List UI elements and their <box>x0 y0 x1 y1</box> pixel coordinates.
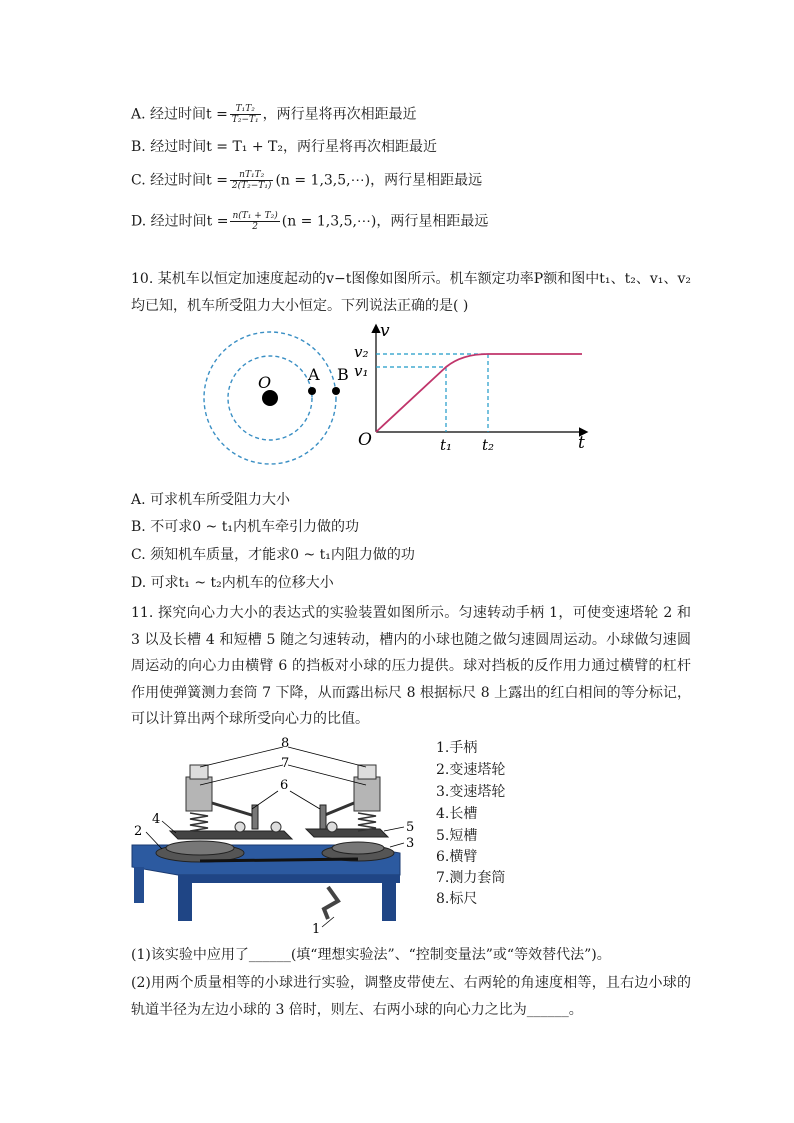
legend-item: 3.变速塔轮 <box>436 784 506 800</box>
label-v: v <box>380 321 390 341</box>
left-pulley-top <box>166 841 234 855</box>
left-sleeve <box>186 777 212 811</box>
fraction <box>230 211 279 232</box>
question-11-stem: 11. 探究向心力大小的表达式的实验装置如图所示。匀速转动手柄 1，可使变速塔轮 2 和 3 以及长槽 4 和短槽 5 随之匀速转动，槽内的小球也随之做匀速圆周运动。小球做匀速圆周运动的向心力由横臂 6 的挡板对小球的压力提供。球对挡板的反作用力通过横臂的杠杆作用使弹簧测力套筒 7 下降，从而露出标尺 8 根据标尺 8 上露出的红白相间的等分标记，可以计算出两个球所受向心力的比值。 <box>131 605 691 727</box>
right-sleeve <box>354 777 380 811</box>
right-baffle <box>320 805 326 829</box>
planet-a <box>308 387 316 395</box>
fraction <box>230 170 274 191</box>
leader-4 <box>162 821 176 833</box>
leader-3 <box>390 843 404 847</box>
leader-7a <box>200 765 283 785</box>
part-number-1: 1 <box>312 922 321 937</box>
option-c-prefix: C. 经过时间t = <box>131 172 228 189</box>
table-leg-back <box>134 867 144 903</box>
right-pulley-top <box>332 842 384 854</box>
option-d-prefix: D. 经过时间t = <box>131 213 229 230</box>
leader-6b <box>290 791 320 809</box>
fraction-denominator: 2(T₂−T₁) <box>231 181 272 191</box>
label-a: A <box>308 365 320 384</box>
table-front <box>178 875 400 883</box>
right-ball <box>327 822 337 832</box>
option-c-q9 <box>131 170 482 191</box>
option-d-q9 <box>131 211 488 232</box>
leader-8b <box>288 747 366 767</box>
right-spring <box>358 813 376 831</box>
label-t1: t₁ <box>440 436 453 454</box>
legend-item: 8.标尺 <box>436 891 478 907</box>
option-a-q10: A. 可求机车所受阻力大小 <box>131 492 291 508</box>
legend-item: 2.变速塔轮 <box>436 762 506 778</box>
legend-item: 7.测力套筒 <box>436 870 506 886</box>
option-a-q9 <box>131 104 417 125</box>
middle-ball <box>271 822 281 832</box>
centripetal-apparatus-figure <box>128 735 428 940</box>
question-11-part-2: (2)用两个质量相等的小球进行实验，调整皮带使左、右两轮的角速度相等，且右边小球的轨道半径为左边小球的 3 倍时，则左、右两小球的向心力之比为______。 <box>131 975 691 1018</box>
fraction-numerator: T₁T₂ <box>230 104 261 115</box>
part-number-2: 2 <box>134 824 143 839</box>
label-t2: t₂ <box>482 436 495 454</box>
orbit-figure <box>200 328 360 468</box>
fraction-denominator: 2 <box>252 222 258 232</box>
label-b: B <box>337 365 349 384</box>
part-number-7: 7 <box>281 756 290 771</box>
left-arm <box>212 803 258 817</box>
vt-graph <box>350 320 595 460</box>
label-v1: v₁ <box>354 362 369 380</box>
table-leg-right <box>382 883 396 921</box>
velocity-curve <box>376 354 582 432</box>
fraction-denominator: T₂−T₁ <box>231 115 259 125</box>
question-11-part-1: (1)该实验中应用了______(填“理想实验法”、“控制变量法”或“等效替代法”)。 <box>131 947 611 963</box>
question-10-stem: 10. 某机车以恒定加速度起动的v−t图像如图所示。机车额定功率P额和图中t₁、t₂、v₁、v₂均已知，机车所受阻力大小恒定。下列说法正确的是( ) <box>131 271 691 314</box>
table-leg-left <box>178 883 192 921</box>
part-number-4: 4 <box>152 812 161 827</box>
crank-handle <box>324 887 338 919</box>
option-d-suffix: (n = 1,3,5,⋯)，两行星相距最远 <box>281 213 489 230</box>
option-b-q9: B. 经过时间t = T₁ + T₂，两行星将再次相距最近 <box>131 139 437 155</box>
leader-7b <box>288 765 366 785</box>
part-number-5: 5 <box>406 820 415 835</box>
fraction-numerator: nT₁T₂ <box>230 170 274 181</box>
fraction-numerator: n(T₁ + T₂) <box>232 211 278 221</box>
legend-item: 4.长槽 <box>436 806 478 822</box>
label-o: O <box>258 373 272 392</box>
belt <box>200 859 358 861</box>
option-d-q10: D. 可求t₁ ~ t₂内机车的位移大小 <box>131 575 334 591</box>
part-number-3: 3 <box>406 836 415 851</box>
legend-item: 6.横臂 <box>436 849 478 865</box>
left-ball <box>235 822 245 832</box>
label-v2: v₂ <box>354 343 369 361</box>
part-number-8: 8 <box>281 736 290 751</box>
label-origin: O <box>358 430 372 450</box>
left-scale <box>190 765 208 779</box>
leader-5 <box>384 827 404 831</box>
central-star <box>262 390 278 406</box>
left-spring <box>190 813 208 831</box>
option-a-prefix: A. 经过时间t = <box>131 106 228 123</box>
planet-b <box>332 387 340 395</box>
leader-6a <box>252 791 278 809</box>
option-a-suffix: ，两行星将再次相距最近 <box>262 106 417 123</box>
legend-item: 1.手柄 <box>436 740 478 756</box>
legend-item: 5.短槽 <box>436 828 478 844</box>
label-t: t <box>578 433 585 453</box>
leader-8a <box>200 747 283 767</box>
long-slot <box>170 831 292 839</box>
short-slot <box>306 829 388 837</box>
part-number-6: 6 <box>280 778 289 793</box>
option-c-q10: C. 须知机车质量，才能求0 ~ t₁内阻力做的功 <box>131 547 415 563</box>
option-b-q10: B. 不可求0 ~ t₁内机车牵引力做的功 <box>131 519 359 535</box>
option-c-suffix: (n = 1,3,5,⋯)，两行星相距最远 <box>275 172 483 189</box>
right-scale <box>358 765 376 779</box>
fraction <box>230 104 261 125</box>
